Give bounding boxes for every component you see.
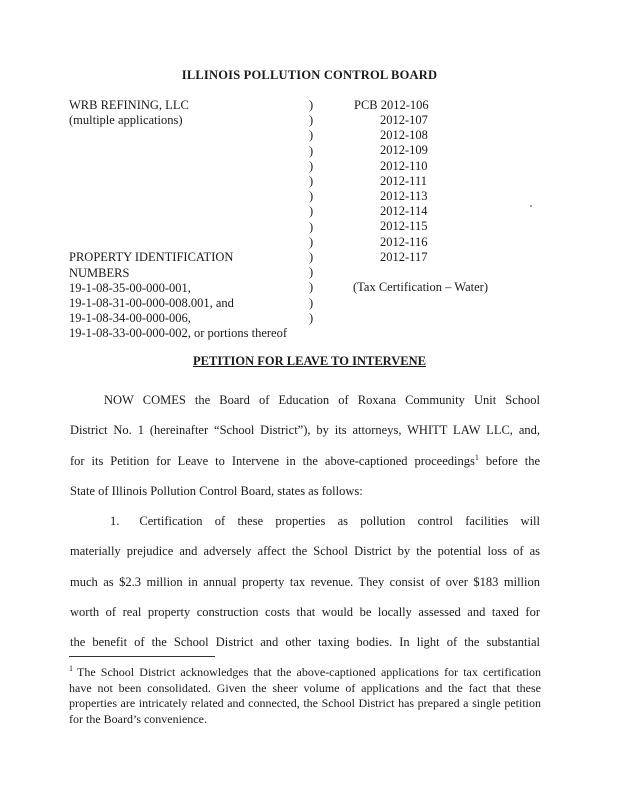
- footnote-separator: [69, 656, 215, 657]
- docket-number: 2012-111: [380, 173, 427, 188]
- board-title: ILLINOIS POLLUTION CONTROL BOARD: [181, 68, 438, 82]
- docket-number: 2012-117: [380, 249, 428, 264]
- footnote-number: 1: [69, 664, 73, 673]
- body-line: District No. 1 (hereinafter “School District”), by its attorneys, WHITT LAW LLC, and,: [70, 423, 540, 438]
- caption-parties: [69, 98, 287, 342]
- caption-paren: ): [309, 143, 314, 158]
- body-line: the benefit of the School District and other taxing bodies. In light of the substantial: [70, 635, 540, 650]
- parcel-number: 19-1-08-33-00-000-002, or portions thereof: [69, 326, 288, 341]
- caption-paren: ): [309, 295, 314, 310]
- body-line: State of Illinois Pollution Control Board, states as follows:: [70, 483, 363, 498]
- footnote: [69, 661, 541, 727]
- caption-paren: ): [309, 189, 314, 204]
- body-line: materially prejudice and adversely affect the School District by the potential loss of as: [70, 544, 540, 559]
- pcb-first-docket: [354, 98, 429, 113]
- caption-paren: ): [309, 128, 314, 143]
- petition-body: [70, 385, 540, 658]
- docket-number: 2012-107: [380, 113, 428, 127]
- party-note: (multiple applications): [69, 113, 183, 128]
- footnote-text: The School District acknowledges that the above-captioned applications for tax certification have not been consolidated. Given the sheer volume of applications and the fact that these properties are intricately related and connected, the School District has prepared a single petition for the Board’s convenience.: [69, 665, 541, 726]
- caption-paren: ): [309, 113, 314, 128]
- docket-number: 2012-108: [380, 128, 428, 143]
- docket-number: 2012-115: [380, 219, 428, 234]
- docket-number: 2012-109: [380, 143, 428, 158]
- certification-type: (Tax Certification – Water): [353, 280, 488, 294]
- body-line: NOW COMES the Board of Education of Roxana Community Unit School: [104, 393, 540, 407]
- caption-paren: ): [309, 250, 314, 265]
- caption-paren: ): [309, 158, 314, 173]
- docket-number: 2012-114: [380, 204, 428, 219]
- docket-number: 2012-110: [380, 158, 428, 173]
- caption-paren: ): [309, 265, 314, 280]
- caption-paren: ): [309, 280, 314, 295]
- petition-heading: PETITION FOR LEAVE TO INTERVENE: [193, 354, 426, 368]
- caption-paren: ): [309, 219, 314, 234]
- caption-paren-column: [309, 98, 313, 326]
- pcb-prefix: PCB: [354, 98, 378, 112]
- docket-number: 2012-116: [380, 234, 428, 249]
- parcel-number: 19-1-08-31-00-000-008.001, and: [69, 296, 234, 311]
- party-name: WRB REFINING, LLC: [69, 98, 189, 112]
- parcel-number: 19-1-08-34-00-000-006,: [69, 311, 191, 326]
- caption-paren: ): [309, 98, 314, 112]
- property-label-line1: PROPERTY IDENTIFICATION: [69, 250, 234, 265]
- property-label-line2: NUMBERS: [69, 265, 130, 280]
- docket-number: 2012-113: [380, 189, 428, 204]
- footnote-reference: 1: [474, 452, 479, 462]
- parcel-number: 19-1-08-35-00-000-001,: [69, 280, 191, 295]
- body-line: for its Petition for Leave to Intervene in the above-captioned proceedings$^1$ before the: [70, 452, 540, 468]
- caption-paren: ): [309, 310, 314, 325]
- docket-list: [380, 113, 428, 265]
- body-line: 1. Certification of these properties as pollution control facilities will: [110, 514, 540, 529]
- caption-paren: ): [309, 204, 314, 219]
- body-line: much as $2.3 million in annual property tax revenue. They consist of over $183 million: [70, 574, 540, 589]
- caption-paren: ): [309, 234, 314, 249]
- body-line: worth of real property construction costs that would be locally assessed and taxed for: [70, 605, 540, 620]
- paragraph-number: 1.: [110, 514, 120, 529]
- caption-paren: ): [309, 174, 314, 189]
- docket-number: 2012-106: [380, 98, 429, 112]
- scan-speck: [530, 205, 532, 207]
